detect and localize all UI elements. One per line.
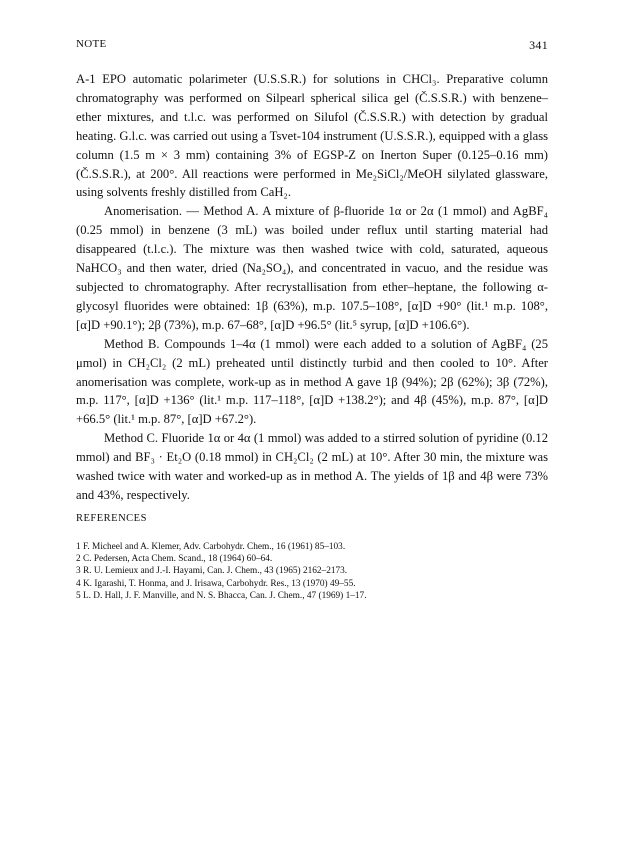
reference-item: 1 F. Micheel and A. Klemer, Adv. Carbohydr. Chem., 16 (1961) 85–103.: [76, 542, 346, 552]
paragraph-method-c: Method C. Fluoride 1α or 4α (1 mmol) was added to a stirred solution of pyridine (0.12 mmol) and BF₃ · Et₂O (0.18 mmol) in CH₂Cl₂ (2 mL) at 10°. After 30 min, the mixture was washed twice with water and worked-up as in method A. The yields of 1β and 4β were 73% and 43%, respectively.: [76, 431, 548, 502]
section-label: NOTE: [76, 38, 107, 50]
paragraph-method-b: Method B. Compounds 1–4α (1 mmol) were each added to a solution of AgBF₄ (25 μmol) in CH₂Cl₂ (2 mL) preheated until distinctly turbid and then cooled to 10°. After anomerisation was complete, work-up as in method A gave 1β (94%); 2β (62%); 3β (72%), m.p. 117°, [α]D +136° (lit.¹ m.p. 117–118°, [α]D +138.2°); and 4β (45%), m.p. 87°, [α]D +66.5° (lit.¹ m.p. 87°, [α]D +67.2°).: [76, 336, 548, 427]
reference-item: 2 C. Pedersen, Acta Chem. Scand., 18 (1964) 60–64.: [76, 554, 273, 565]
paragraph-methods: A-1 EPO automatic polarimeter (U.S.S.R.) for solutions in CHCl₃. Preparative column chromatography was performed on Silpearl spherical silica gel (Č.S.S.R.) with benzene–ether mixtures, and t.l.c. was performed on Silufol (Č.S.S.R.) with detection by gradual heating. G.l.c. was carried out using a Tsvet-104 instrument (U.S.S.R.), equipped with a glass column (1.5 m × 3 mm) containing 3% of EGSP-Z on Inerton Super (0.125–0.16 mm) (Č.S.S.R.), at 200°. All reactions were performed in Me₂SiCl₂/MeOH silylated glassware, using solvents freshly distilled from CaH₂.: [76, 72, 548, 200]
article-body: [76, 70, 548, 505]
reference-item: 4 K. Igarashi, T. Honma, and J. Irisawa, Carbohydr. Res., 13 (1970) 49–55.: [76, 578, 356, 589]
references-heading: REFERENCES: [76, 513, 147, 524]
reference-item: 3 R. U. Lemieux and J.-I. Hayami, Can. J. Chem., 43 (1965) 2162–2173.: [76, 566, 348, 577]
reference-item: 5 L. D. Hall, J. F. Manville, and N. S. Bhacca, Can. J. Chem., 47 (1969) 1–17.: [76, 590, 367, 601]
page-number: 341: [529, 38, 548, 52]
references-list: [76, 541, 548, 602]
paragraph-method-a: Anomerisation. — Method A. A mixture of β-fluoride 1α or 2α (1 mmol) and AgBF₄ (0.25 mmol) in benzene (3 mL) was boiled under reflux until starting material had disappeared (t.l.c.). The mixture was then washed twice with cold, saturated, aqueous NaHCO₃ and then water, dried (Na₂SO₄), and concentrated in vacuo, and the residue was subjected to chromatography. After recrystallisation from ether–heptane, the following α-glycosyl fluorides were obtained: 1β (63%), m.p. 107.5–108°, [α]D +90° (lit.¹ m.p. 108°, [α]D +90.1°); 2β (73%), m.p. 67–68°, [α]D +96.5° (lit.⁵ syrup, [α]D +106.6°).: [76, 204, 548, 332]
